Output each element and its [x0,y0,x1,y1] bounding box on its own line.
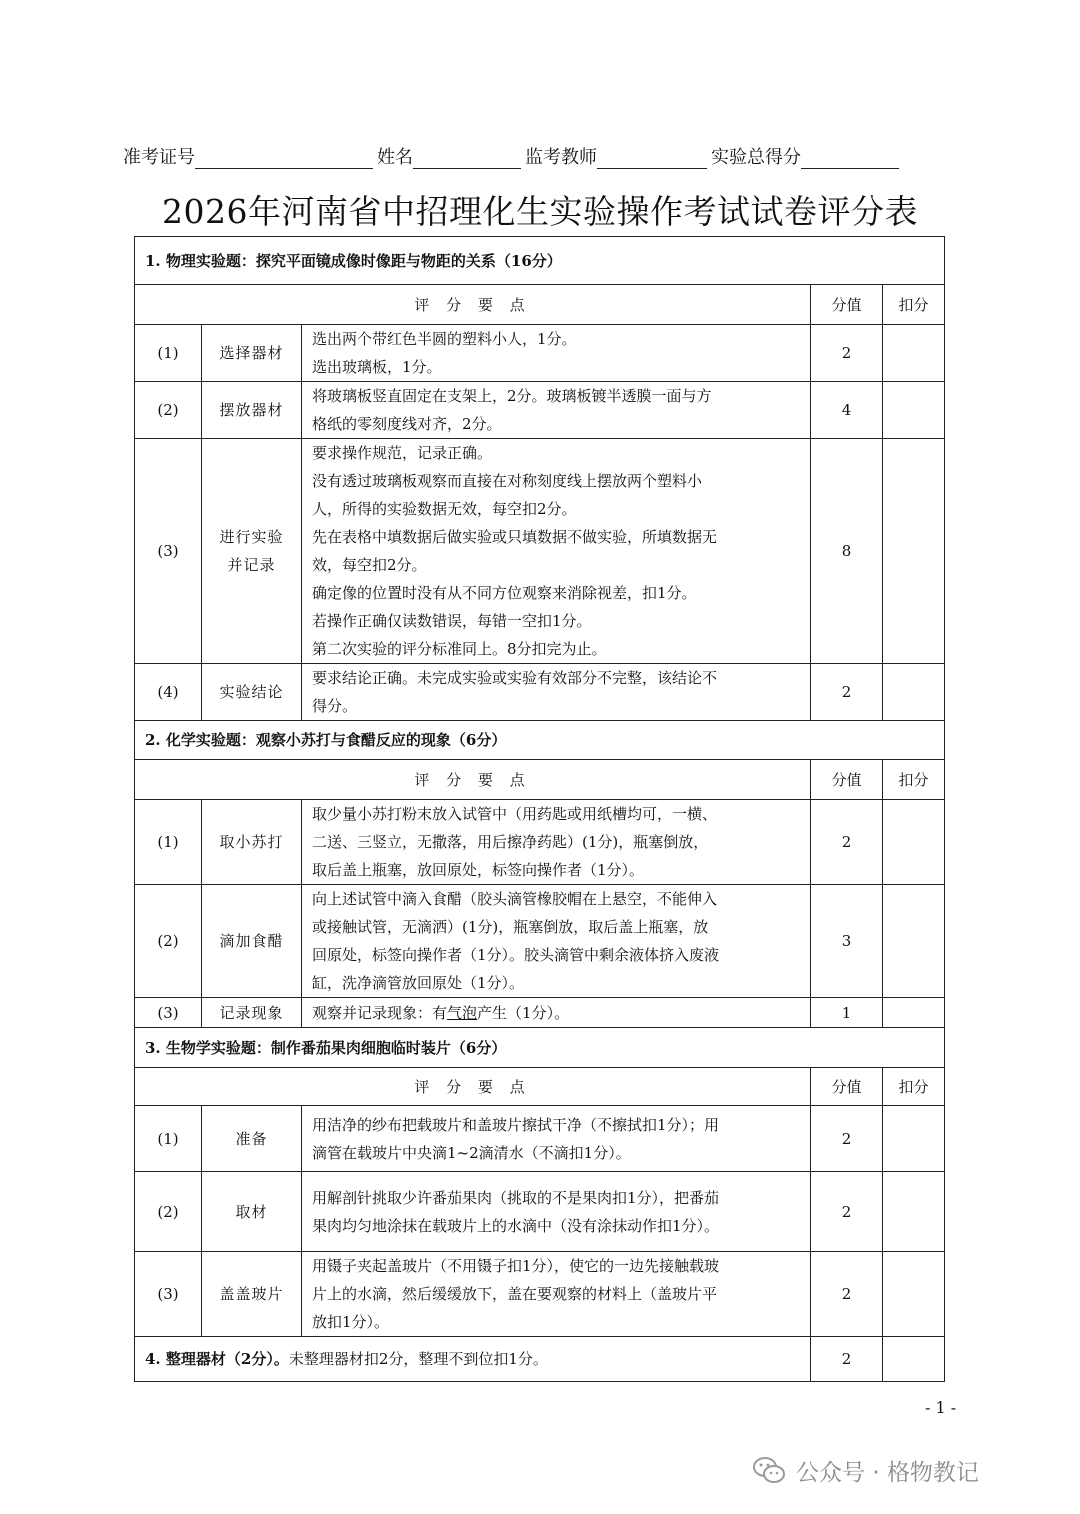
row-criteria [302,800,811,885]
row-item [202,439,302,664]
page-number: - 1 - [925,1398,957,1417]
column-header-row [135,285,945,325]
row-criteria [302,664,811,721]
deduct-cell[interactable] [883,325,945,382]
section-chemistry [135,721,945,760]
row-score: 3 [811,885,883,998]
row-number: (1) [135,800,202,885]
deduct-cell[interactable] [883,1106,945,1172]
row-criteria [302,1252,811,1337]
row-item: 盖盖玻片 [202,1252,302,1337]
row-number: (1) [135,325,202,382]
row-score: 2 [811,800,883,885]
total-score-label: 实验总得分 [711,147,801,168]
row-item-line: 进行实验 [219,528,284,546]
points-header: 评 分 要 点 [135,760,811,800]
deduct-cell[interactable] [883,1172,945,1252]
deduct-header: 扣分 [883,285,945,325]
criteria-line: 用镊子夹起盖玻片（不用镊子扣1分），使它的一边先接触载玻 [312,1257,720,1275]
criteria-line: 果肉均匀地涂抹在载玻片上的水滴中（没有涂抹动作扣1分）。 [312,1216,720,1235]
row-item-line: 并记录 [227,556,276,574]
row-criteria [302,1106,811,1172]
table-row [135,1106,945,1172]
table-row [135,1172,945,1252]
column-header-row [135,760,945,800]
criteria-line: 得分。 [312,697,358,715]
criteria-line: 先在表格中填数据后做实验或只填数据不做实验，所填数据无 [312,528,718,546]
row-number: (2) [135,1172,202,1252]
name-field [413,148,521,169]
proctor-field [597,148,707,169]
scoring-table [134,236,945,1382]
criteria-line: 第二次实验的评分标准同上。8分扣完为止。 [312,640,607,658]
row-criteria [302,325,811,382]
row-score: 2 [811,325,883,382]
row-score: 2 [811,1106,883,1172]
row-score: 2 [811,664,883,721]
deduct-cell[interactable] [883,885,945,998]
row-score: 2 [811,1172,883,1252]
section-heading: 3. 生物学实验题：制作番茄果肉细胞临时装片（6分） [135,1028,945,1068]
criteria-line: 缸，洗净滴管放回原处（1分）。 [312,974,525,992]
criteria-line: 片上的水滴，然后缓缓放下，盖在要观察的材料上（盖玻片平 [312,1285,718,1303]
row-number: (1) [135,1106,202,1172]
section-organize [135,1337,945,1382]
criteria-line: 用洁净的纱布把载玻片和盖玻片擦拭干净（不擦拭扣1分）；用 [312,1115,720,1134]
deduct-cell[interactable] [883,1337,945,1382]
row-item: 准备 [202,1106,302,1172]
deduct-cell[interactable] [883,664,945,721]
page-title: 2026年河南省中招理化生实验操作考试试卷评分表 [162,192,918,231]
criteria-line: 将玻璃板竖直固定在支架上，2分。玻璃板镀半透膜一面与方 [312,387,712,405]
section-biology [135,1028,945,1068]
row-score: 2 [811,1252,883,1337]
points-header: 评 分 要 点 [135,285,811,325]
row-criteria [302,998,811,1028]
watermark [752,1454,979,1486]
section-heading: 1. 物理实验题：探究平面镜成像时像距与物距的关系（16分） [135,237,945,285]
table-row [135,800,945,885]
criteria-line: 人，所得的实验数据无效，每空扣2分。 [312,500,577,518]
row-item: 实验结论 [202,664,302,721]
row-item: 记录现象 [202,998,302,1028]
criteria-line: 确定像的位置时没有从不同方位观察来消除视差，扣1分。 [312,584,697,602]
table-row [135,998,945,1028]
criteria-text: 产生（1分）。 [477,1003,570,1022]
table-row [135,325,945,382]
section-heading: 4. 整理器材（2分）。 [145,1350,289,1368]
table-row [135,1252,945,1337]
criteria-line: 要求结论正确。未完成实验或实验有效部分不完整，该结论不 [312,669,718,687]
criteria-line: 或接触试管，无滴洒）(1分)，瓶塞倒放，取后盖上瓶塞，放 [312,918,709,936]
name-label: 姓名 [377,147,413,168]
criteria-line: 向上述试管中滴入食醋（胶头滴管橡胶帽在上悬空，不能伸入 [312,890,718,908]
criteria-line: 格纸的零刻度线对齐，2分。 [312,415,502,433]
row-number: (3) [135,1252,202,1337]
row-criteria [302,885,811,998]
row-number: (2) [135,885,202,998]
table-row [135,664,945,721]
row-criteria [302,1172,811,1252]
row-score: 1 [811,998,883,1028]
exam-id-label: 准考证号 [123,147,195,168]
deduct-cell[interactable] [883,998,945,1028]
deduct-header: 扣分 [883,760,945,800]
row-number: (3) [135,998,202,1028]
criteria-line: 滴管在载玻片中央滴1~2滴清水（不滴扣1分）。 [312,1143,631,1162]
criteria-line: 取后盖上瓶塞，放回原处，标签向操作者（1分）。 [312,861,645,879]
row-score: 8 [811,439,883,664]
table-row [135,885,945,998]
criteria-line: 放扣1分）。 [312,1313,390,1331]
wechat-icon [752,1455,786,1485]
criteria-line: 选出两个带红色半圆的塑料小人，1分。 [312,330,577,348]
row-number: (4) [135,664,202,721]
table-row [135,382,945,439]
criteria-line: 效，每空扣2分。 [312,556,427,574]
points-header: 评 分 要 点 [135,1068,811,1106]
watermark-text: 公众号 · 格物教记 [796,1459,979,1486]
row-criteria [302,439,811,664]
organize-text: 未整理器材扣2分，整理不到位扣1分。 [288,1350,548,1368]
proctor-label: 监考教师 [525,147,597,168]
deduct-cell[interactable] [883,800,945,885]
organize-cell [135,1337,811,1382]
criteria-text: 观察并记录现象：有 [312,1003,448,1022]
section-physics [135,237,945,285]
deduct-cell[interactable] [883,439,945,664]
row-item: 选择器材 [202,325,302,382]
score-header: 分值 [811,1068,883,1106]
section-heading: 2. 化学实验题：观察小苏打与食醋反应的现象（6分） [135,721,945,760]
row-item: 取材 [202,1172,302,1252]
criteria-line: 回原处，标签向操作者（1分）。胶头滴管中剩余液体挤入废液 [312,946,720,964]
deduct-cell[interactable] [883,382,945,439]
row-item: 滴加食醋 [202,885,302,998]
score-header: 分值 [811,285,883,325]
exam-header [123,143,968,169]
criteria-line: 要求操作规范，记录正确。 [312,444,493,462]
exam-id-field [195,148,373,169]
row-score: 2 [811,1337,883,1382]
criteria-line: 取少量小苏打粉末放入试管中（用药匙或用纸槽均可，一横、 [312,805,718,823]
criteria-line: 用解剖针挑取少许番茄果肉（挑取的不是果肉扣1分），把番茄 [312,1188,720,1207]
criteria-line: 没有透过玻璃板观察而直接在对称刻度线上摆放两个塑料小 [312,472,703,490]
row-number: (3) [135,439,202,664]
deduct-cell[interactable] [883,1252,945,1337]
row-criteria [302,382,811,439]
criteria-line: 若操作正确仅读数错误，每错一空扣1分。 [312,612,592,630]
row-item: 摆放器材 [202,382,302,439]
row-score: 4 [811,382,883,439]
row-number: (2) [135,382,202,439]
underlined-answer: 气泡 [447,1003,478,1022]
row-item: 取小苏打 [202,800,302,885]
criteria-line: 选出玻璃板，1分。 [312,358,442,376]
score-header: 分值 [811,760,883,800]
total-score-field [801,148,899,169]
column-header-row [135,1068,945,1106]
table-row [135,439,945,664]
deduct-header: 扣分 [883,1068,945,1106]
criteria-line: 二送、三竖立，无撒落，用后擦净药匙）(1分)，瓶塞倒放， [312,833,709,851]
